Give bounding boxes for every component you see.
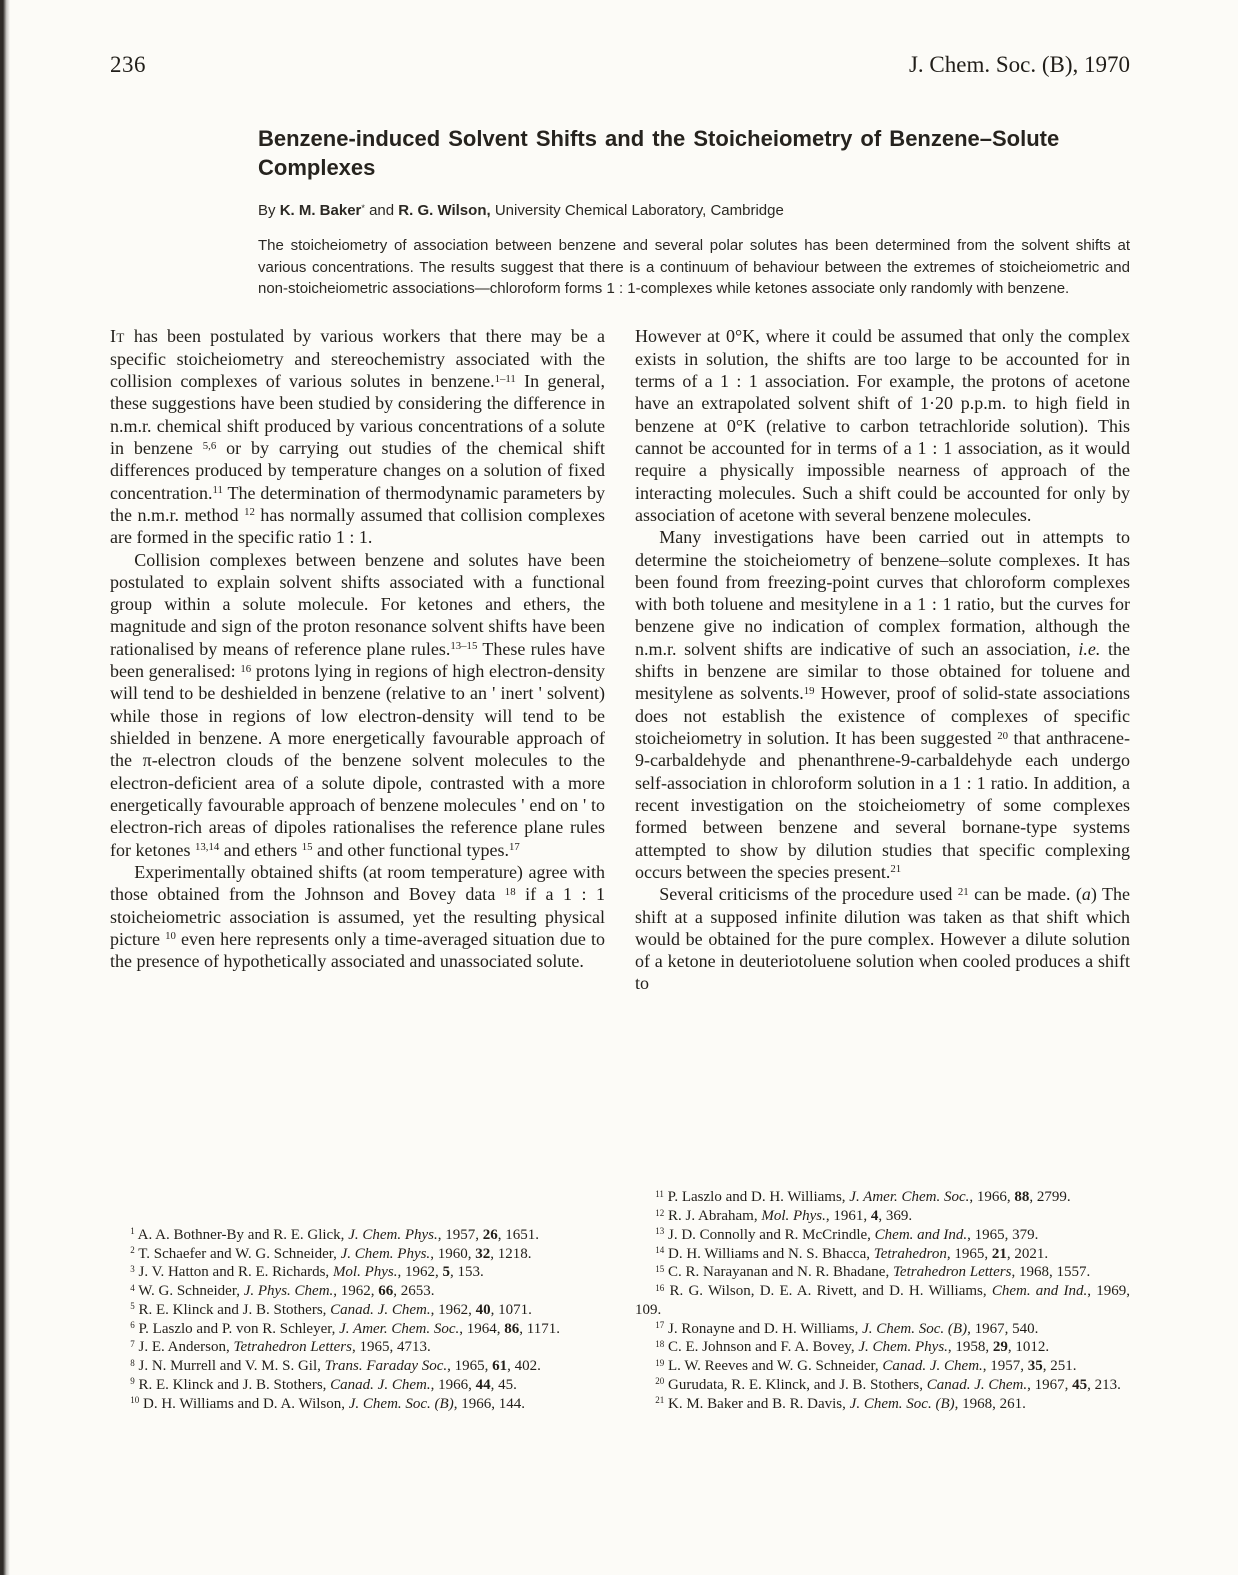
footnote: $^7$ J. E. Anderson, Tetrahedron Letters, 1965, 4713. xyxy=(130,1338,431,1356)
footnote: $^1$ A. A. Bothner-By and R. E. Glick, J. Chem. Phys., 1957, 26, 1651. xyxy=(130,1226,539,1243)
body-paragraph: However at 0°K, where it could be assumed that only the complex exists in solution, the shifts are too large to be accounted for in terms of a 1 : 1 association. For example, the protons of acetone have an extrapolated solvent shift of 1·20 p.p.m. to high field in benzene at 0°K (relative to carbon tetrachloride solution). This cannot be accounted for in terms of a 1 : 1 association, as it would require a physically impossible nearness of approach of the interacting molecules. Such a shift could be accounted for only by association of acetone with several benzene molecules. xyxy=(635,326,1130,525)
body-paragraph: Several criticisms of the procedure used $^{21}$ can be made. (a) The shift at a supposed infinite dilution was taken as that shift which would be obtained for the pure complex. However a dilute solution of a ketone in deuteriotoluene solution when cooled produces a shift to xyxy=(635,884,1131,994)
page-number: 236 xyxy=(110,52,146,77)
footnote: $^{13}$ J. D. Connolly and R. McCrindle, Chem. and Ind., 1965, 379. xyxy=(655,1226,1039,1243)
scan-edge-artifact xyxy=(0,0,10,1575)
footnote: $^4$ W. G. Schneider, J. Phys. Chem., 1962, 66, 2653. xyxy=(130,1282,435,1300)
footnote: $^{17}$ J. Ronayne and D. H. Williams, J. Chem. Soc. (B), 1967, 540. xyxy=(655,1320,1039,1337)
footnote: $^{21}$ K. M. Baker and B. R. Davis, J. Chem. Soc. (B), 1968, 261. xyxy=(655,1395,1026,1412)
right-column xyxy=(635,325,1130,1413)
footnote: $^2$ T. Schaefer and W. G. Schneider, J. Chem. Phys., 1960, 32, 1218. xyxy=(130,1245,532,1262)
article-body xyxy=(110,325,1130,1413)
left-column xyxy=(110,325,605,1413)
right-column-text xyxy=(635,325,1130,994)
footnote: $^{11}$ P. Laszlo and D. H. Williams, J. Amer. Chem. Soc., 1966, 88, 2799. xyxy=(655,1188,1071,1206)
footnote: $^{19}$ L. W. Reeves and W. G. Schneider, Canad. J. Chem., 1957, 35, 251. xyxy=(655,1357,1077,1375)
body-paragraph: Experimentally obtained shifts (at room temperature) agree with those obtained from the Johnson and Bovey data $^{18}$ if a 1 : 1 stoicheiometric association is assumed, yet the resulting physical picture $^{10}$ even here represents only a time-averaged situation due to the presence of hypothetically associated and unassociated solute. xyxy=(110,861,605,972)
title-block xyxy=(258,124,1130,299)
left-column-footnotes xyxy=(110,1226,605,1414)
right-column-footnotes xyxy=(635,1188,1130,1413)
footnote: $^{12}$ R. J. Abraham, Mol. Phys., 1961, 4, 369. xyxy=(655,1207,913,1225)
journal-citation: J. Chem. Soc. (B), 1970 xyxy=(908,52,1130,77)
article-title: Benzene-induced Solvent Shifts and the Stoicheiometry of Benzene–Solute Complexes xyxy=(258,126,1060,181)
body-paragraph: It has been postulated by various workers that there may be a specific stoicheiometry and stereochemistry associated with the collision complexes of various solutes in benzene.$^{1-11}$ In general, these suggestions have been studied by considering the difference in n.m.r. chemical shift produced by various concentrations of a solute in benzene $^{5,6}$ or by carrying out studies of the chemical shift differences produced by temperature changes on a solution of fixed concentration.$^{11}$ The determination of thermodynamic parameters by the n.m.r. method $^{12}$ has normally assumed that collision complexes are formed in the specific ratio 1 : 1. xyxy=(110,326,605,548)
footnote: $^9$ R. E. Klinck and J. B. Stothers, Canad. J. Chem., 1966, 44, 45. xyxy=(130,1376,517,1393)
footnote: $^{15}$ C. R. Narayanan and N. R. Bhadane, Tetrahedron Letters, 1968, 1557. xyxy=(655,1263,1091,1281)
footnote: $^8$ J. N. Murrell and V. M. S. Gil, Trans. Faraday Soc., 1965, 61, 402. xyxy=(130,1357,541,1375)
byline: By K. M. Baker* and R. G. Wilson, University Chemical Laboratory, Cambridge xyxy=(258,202,784,220)
footnote: $^{18}$ C. E. Johnson and F. A. Bovey, J. Chem. Phys., 1958, 29, 1012. xyxy=(655,1338,1050,1356)
footnote: $^{20}$ Gurudata, R. E. Klinck, and J. B. Stothers, Canad. J. Chem., 1967, 45, 213. xyxy=(655,1376,1121,1393)
body-paragraph: Many investigations have been carried out in attempts to determine the stoicheiometry of benzene–solute complexes. It has been found from freezing-point curves that chloroform complexes with both toluene and mesitylene in a 1 : 1 ratio, but the curves for benzene give no indication of complex formation, although the n.m.r. solvent shifts are indicative of such an association, i.e. the shifts in benzene are similar to those obtained for toluene and mesitylene as solvents.$^{19}$ However, proof of solid-state associations does not establish the existence of complexes of specific stoicheiometry in solution. It has been suggested $^{20}$ that anthracene-9-carbaldehyde and phenanthrene-9-carbaldehyde each undergo self-association in chloroform solution in a 1 : 1 ratio. In addition, a recent investigation on the stoicheiometry of some complexes formed between benzene and several bornane-type systems attempted to show by dilution studies that specific complexing occurs between the species present.$^{21}$ xyxy=(635,527,1130,882)
footnote: $^3$ J. V. Hatton and R. E. Richards, Mol. Phys., 1962, 5, 153. xyxy=(130,1263,484,1281)
body-paragraph: Collision complexes between benzene and solutes have been postulated to explain solvent shifts associated with a functional group within a solute molecule. For ketones and ethers, the magnitude and sign of the proton resonance solvent shifts have been rationalised by means of reference plane rules.$^{13-15}$ These rules have been generalised: $^{16}$ protons lying in regions of high electron-density will tend to be deshielded in benzene (relative to an ' inert ' solvent) while those in regions of low electron-density will tend to be shielded in benzene. A more energetically favourable approach of the π-electron clouds of the benzene solvent molecules to the electron-deficient area of a solute dipole, contrasted with a more energetically favourable approach of benzene molecules ' end on ' to electron-rich areas of dipoles rationalises the reference plane rules for ketones $^{13,14}$ and ethers $^{15}$ and other functional types.$^{17}$ xyxy=(110,549,605,860)
running-head xyxy=(0,0,1238,78)
footnote: $^{10}$ D. H. Williams and D. A. Wilson, J. Chem. Soc. (B), 1966, 144. xyxy=(130,1395,525,1412)
footnote: $^6$ P. Laszlo and P. von R. Schleyer, J. Amer. Chem. Soc., 1964, 86, 1171. xyxy=(130,1320,560,1337)
footnote: $^{14}$ D. H. Williams and N. S. Bhacca, Tetrahedron, 1965, 21, 2021. xyxy=(655,1245,1049,1262)
footnote: $^5$ R. E. Klinck and J. B. Stothers, Canad. J. Chem., 1962, 40, 1071. xyxy=(130,1301,532,1318)
left-column-text xyxy=(110,325,605,972)
footnote: $^{16}$ R. G. Wilson, D. E. A. Rivett, and D. H. Williams, Chem. and Ind., 1969, 109. xyxy=(635,1282,1130,1318)
abstract: The stoicheiometry of association between benzene and several polar solutes has been determined from the solvent shifts at various concentrations. The results suggest that there is a continuum of behaviour between the extremes of stoicheiometric and non-stoicheiometric associations—chloroform forms 1 : 1-complexes while ketones associate only randomly with benzene. xyxy=(258,237,1130,297)
